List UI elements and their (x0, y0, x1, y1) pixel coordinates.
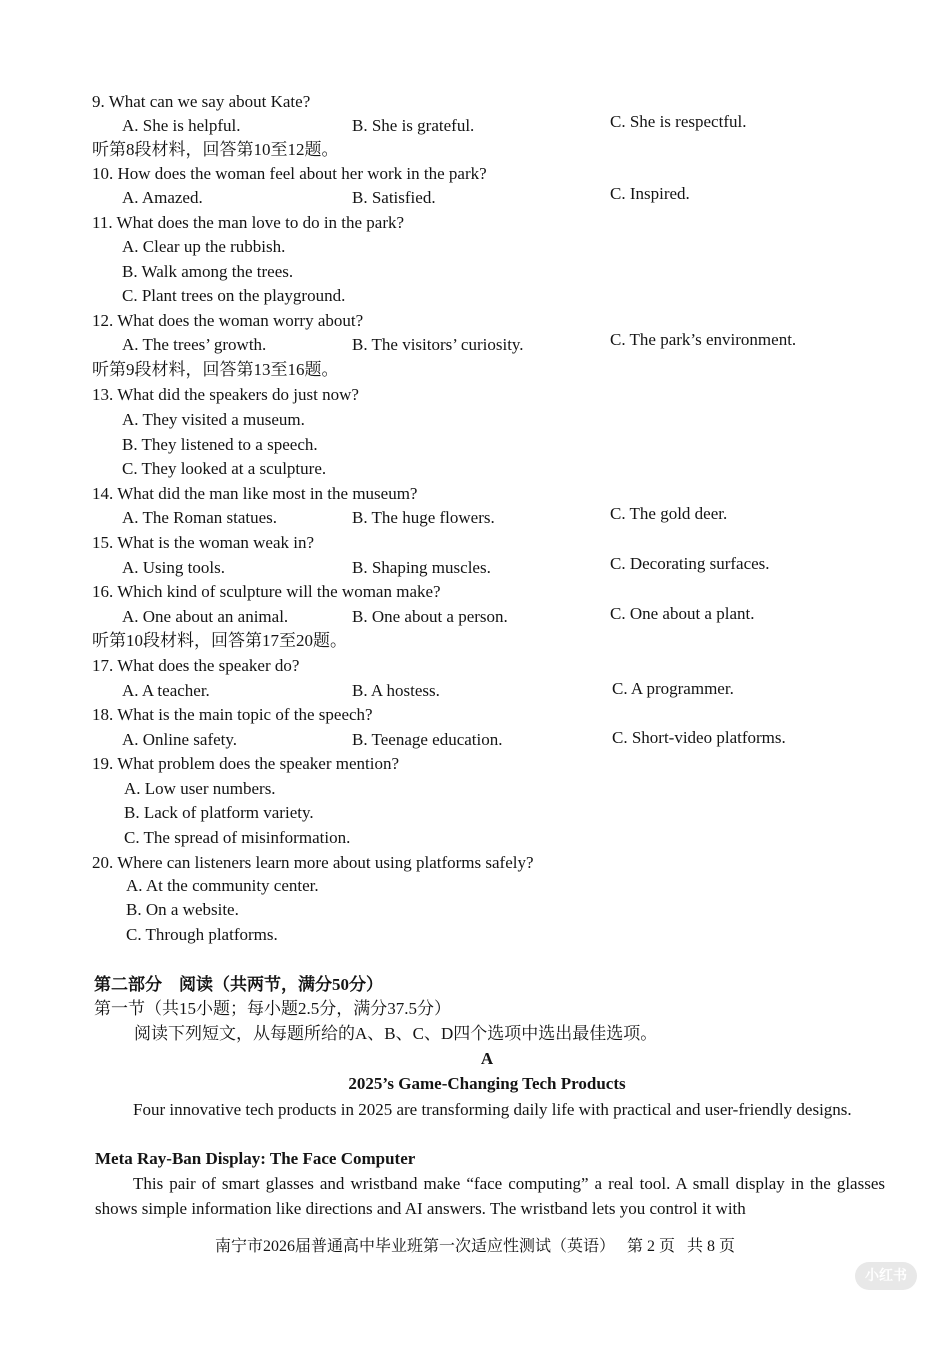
option-c: C. They looked at a sculpture. (122, 459, 327, 478)
option-c: C. Decorating surfaces. (610, 554, 770, 573)
option-c: C. Through platforms. (126, 925, 278, 944)
option-b: B. Walk among the trees. (122, 262, 294, 281)
option-a: A. A teacher. (122, 681, 210, 700)
option-c: C. The spread of misinformation. (124, 828, 351, 847)
question-stem: 9. What can we say about Kate? (92, 92, 311, 111)
option-b: B. She is grateful. (352, 116, 475, 135)
option-b: B. The visitors’ curiosity. (352, 335, 524, 354)
option-b: B. The huge flowers. (352, 508, 495, 527)
footer-exam-title: 南宁市2026届普通高中毕业班第一次适应性测试（英语） (214, 1238, 615, 1255)
option-a: A. Online safety. (122, 730, 238, 749)
question-stem: 18. What is the main topic of the speech? (92, 705, 373, 724)
passage-letter: A (480, 1049, 494, 1068)
section-title: 第一节（共15小题；每小题2.5分，满分37.5分） (94, 999, 451, 1018)
option-b: B. They listened to a speech. (122, 435, 318, 454)
option-b: B. Teenage education. (352, 730, 503, 749)
segment-instruction: 听第9段材料，回答第13至16题。 (92, 360, 339, 379)
option-c: C. The park’s environment. (610, 330, 797, 349)
option-c: C. The gold deer. (610, 504, 728, 523)
passage-intro-text: Four innovative tech products in 2025 are transforming daily life with practical and user-friendly designs. (133, 1100, 852, 1119)
passage-title: 2025’s Game-Changing Tech Products (348, 1074, 626, 1093)
option-c: C. She is respectful. (610, 112, 747, 131)
option-c: C. One about a plant. (610, 604, 755, 623)
option-a: A. The Roman statues. (122, 508, 278, 527)
watermark-logo: 小红书 (855, 1262, 917, 1290)
option-a: A. They visited a museum. (122, 410, 305, 429)
question-stem: 13. What did the speakers do just now? (92, 385, 359, 404)
option-b: B. One about a person. (352, 607, 508, 626)
option-b: B. Lack of platform variety. (124, 803, 314, 822)
passage-intro (95, 1097, 885, 1122)
option-b: B. A hostess. (352, 681, 440, 700)
question-stem: 20. Where can listeners learn more about using platforms safely? (92, 853, 534, 872)
option-b: B. Shaping muscles. (352, 558, 491, 577)
segment-instruction: 听第10段材料，回答第17至20题。 (92, 631, 347, 650)
passage-body-text: This pair of smart glasses and wristband make “face computing” a real tool. A small display in the glasses shows simple information like directions and AI answers. The wristband lets you control it with (95, 1174, 885, 1218)
question-stem: 16. Which kind of sculpture will the woman make? (92, 582, 441, 601)
option-a: A. Low user numbers. (124, 779, 276, 798)
option-c: C. Plant trees on the playground. (122, 286, 346, 305)
part-title: 第二部分 阅读（共两节，满分50分） (94, 975, 383, 994)
option-a: A. The trees’ growth. (122, 335, 267, 354)
question-stem: 10. How does the woman feel about her work in the park? (92, 164, 487, 183)
option-c: C. Short-video platforms. (612, 728, 786, 747)
segment-instruction: 听第8段材料，回答第10至12题。 (92, 140, 339, 159)
option-c: C. A programmer. (612, 679, 734, 698)
option-a: A. She is helpful. (122, 116, 241, 135)
question-stem: 15. What is the woman weak in? (92, 533, 315, 552)
question-stem: 12. What does the woman worry about? (92, 311, 364, 330)
question-stem: 19. What problem does the speaker mention? (92, 754, 400, 773)
option-a: A. Amazed. (122, 188, 203, 207)
option-a: A. One about an animal. (122, 607, 289, 626)
option-a: A. Using tools. (122, 558, 225, 577)
sub-heading: Meta Ray-Ban Display: The Face Computer (95, 1149, 416, 1168)
option-c: C. Inspired. (610, 184, 690, 203)
question-stem: 14. What did the man like most in the museum? (92, 484, 418, 503)
reading-instruction: 阅读下列短文，从每题所给的A、B、C、D四个选项中选出最佳选项。 (134, 1024, 658, 1043)
option-a: A. Clear up the rubbish. (122, 237, 286, 256)
footer-page-number: 第 2 页 (626, 1238, 675, 1255)
option-b: B. Satisfied. (352, 188, 436, 207)
passage-body (95, 1171, 885, 1221)
question-stem: 11. What does the man love to do in the park? (92, 213, 405, 232)
footer-page-total: 共 8 页 (687, 1238, 736, 1255)
page-footer (0, 1236, 950, 1258)
option-a: A. At the community center. (126, 876, 319, 895)
question-stem: 17. What does the speaker do? (92, 656, 300, 675)
option-b: B. On a website. (126, 900, 239, 919)
